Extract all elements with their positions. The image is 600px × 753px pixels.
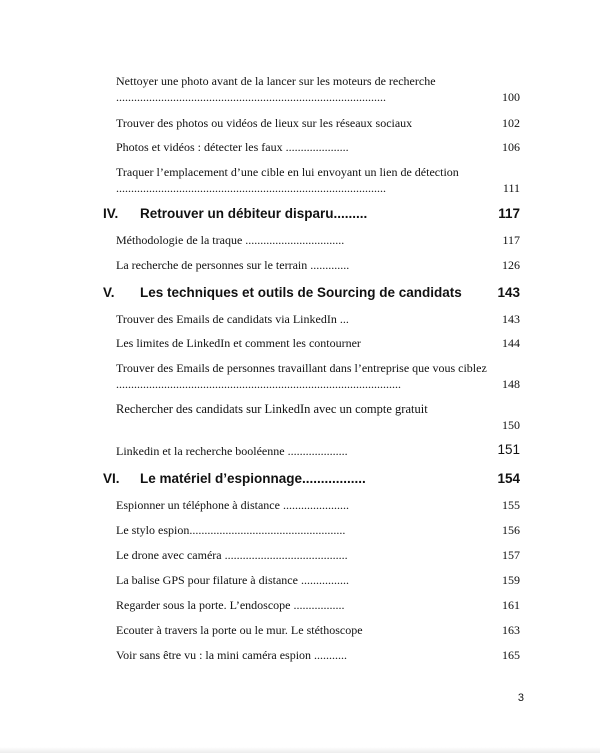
toc-entry-title[interactable]: Regarder sous la porte. L’endoscope ................. xyxy=(116,598,345,612)
toc-entry-leader: .......................................................................................... xyxy=(116,90,386,104)
toc-entry-leader: ............................................................................................... xyxy=(116,377,401,391)
toc-entry-page: 156 xyxy=(502,523,520,537)
toc-entry-page: 111 xyxy=(502,181,520,195)
toc-entry-title[interactable]: Le stylo espion.................................................... xyxy=(116,523,346,537)
toc-section-page: 143 xyxy=(497,285,520,300)
toc-entry-leader: .......................................................................................... xyxy=(116,181,386,195)
toc-entry-title[interactable]: Trouver des Emails de personnes travaillant dans l’entreprise que vous ciblez xyxy=(116,361,487,375)
toc-entry-page: 165 xyxy=(502,648,520,662)
toc-entry-page: 106 xyxy=(502,140,520,154)
toc-section-title[interactable]: Les techniques et outils de Sourcing de candidats xyxy=(140,285,462,300)
toc-entry-title[interactable]: Les limites de LinkedIn et comment les contourner xyxy=(116,336,361,350)
toc-section-numeral: IV. xyxy=(103,206,119,221)
toc-entry-title[interactable]: Le drone avec caméra ......................................... xyxy=(116,548,348,562)
toc-entry-page: 159 xyxy=(502,573,520,587)
toc-entry-title[interactable]: Linkedin et la recherche booléenne .................... xyxy=(116,444,348,458)
toc-section-numeral: VI. xyxy=(103,471,120,486)
toc-entry-title[interactable]: Voir sans être vu : la mini caméra espion ........... xyxy=(116,648,348,662)
toc-entry-title[interactable]: Trouver des Emails de candidats via LinkedIn ... xyxy=(116,312,349,326)
toc-entry-page: 150 xyxy=(502,418,520,432)
toc-entry-page: 151 xyxy=(497,442,520,457)
toc-entry-title[interactable]: La recherche de personnes sur le terrain ............. xyxy=(116,258,350,272)
toc-entry-title[interactable]: Espionner un téléphone à distance ...................... xyxy=(116,498,349,512)
toc-entry-page: 144 xyxy=(502,336,520,350)
toc-entry-page: 163 xyxy=(502,623,520,637)
toc-entry-page: 143 xyxy=(502,312,520,326)
toc-entry-title[interactable]: Ecouter à travers la porte ou le mur. Le stéthoscope xyxy=(116,623,363,637)
page-number: 3 xyxy=(517,692,524,704)
toc-entry-page: 157 xyxy=(502,548,520,562)
toc-section-page: 154 xyxy=(497,471,520,486)
page-bottom-edge xyxy=(0,747,600,753)
toc-entry-title[interactable]: Nettoyer une photo avant de la lancer sur les moteurs de recherche xyxy=(116,74,436,88)
toc-section-numeral: V. xyxy=(103,285,115,300)
toc-entry-page: 117 xyxy=(502,233,520,247)
toc-entry-title[interactable]: Méthodologie de la traque ................................. xyxy=(116,233,345,247)
toc-entry-title[interactable]: Rechercher des candidats sur LinkedIn avec un compte gratuit xyxy=(116,402,428,416)
toc-entry-page: 126 xyxy=(502,258,520,272)
toc-entry-page: 102 xyxy=(502,116,520,130)
toc-entry-page: 100 xyxy=(502,90,520,104)
toc-section-page: 117 xyxy=(498,206,520,221)
toc-entry-title[interactable]: Photos et vidéos : détecter les faux ..................... xyxy=(116,140,349,154)
toc-section-title[interactable]: Retrouver un débiteur disparu......... xyxy=(140,206,368,221)
toc-entry-title[interactable]: Trouver des photos ou vidéos de lieux sur les réseaux sociaux xyxy=(116,116,413,130)
toc-section-title[interactable]: Le matériel d’espionnage................. xyxy=(140,471,366,486)
toc-entry-page: 155 xyxy=(502,498,520,512)
toc-entry-title[interactable]: Traquer l’emplacement d’une cible en lui envoyant un lien de détection xyxy=(116,165,459,179)
toc-entry-page: 148 xyxy=(502,377,520,391)
toc-entry-page: 161 xyxy=(502,598,520,612)
toc-entry-title[interactable]: La balise GPS pour filature à distance ................ xyxy=(116,573,349,587)
